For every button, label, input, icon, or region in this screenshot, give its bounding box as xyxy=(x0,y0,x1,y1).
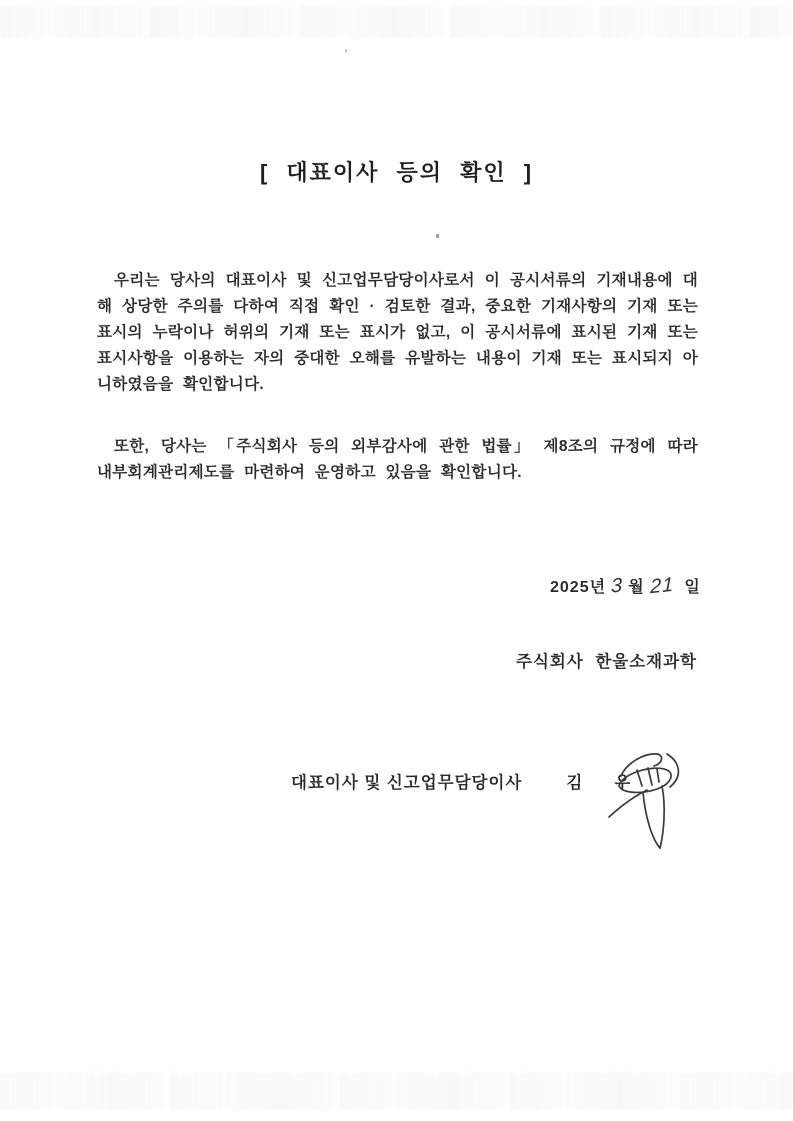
document-title: [ 대표이사 등의 확인 ] xyxy=(259,160,534,185)
signature-scrawl-icon xyxy=(607,744,703,854)
signer-role: 대표이사 및 신고업무담당이사 xyxy=(291,774,523,792)
signature-line xyxy=(291,769,631,793)
date-year: 2025년 xyxy=(550,579,607,596)
paragraph-internal-control: 또한, 당사는 「주식회사 등의 외부감사에 관한 법률」 제8조의 규정에 따라 내부회계관리제도를 마련하여 운영하고 있음을 확인합니다. xyxy=(97,438,698,481)
scan-noise-band-bottom xyxy=(0,1072,793,1110)
scan-artifact-mark: ʼ xyxy=(342,46,349,63)
date-month-handwritten: 3 xyxy=(611,574,624,598)
date-day-label: 일 xyxy=(684,579,701,596)
date-line xyxy=(550,574,701,598)
scan-artifact-dot xyxy=(436,234,439,238)
scan-noise-band-top xyxy=(0,6,793,38)
paragraph-disclosure-confirmation: 우리는 당사의 대표이사 및 신고업무담당이사로서 이 공시서류의 기재내용에 대해 상당한 주의를 다하여 직접 확인 · 검토한 결과, 중요한 기재사항의 기재 또는 표시의 누락이나 허위의 기재 또는 표시가 없고, 이 공시서류에 표시된 기재 또는 표시사항을 이용하는 자의 중대한 오해를 유발하는 내용이 기재 또는 표시되지 아니하였음을 확인합니다. xyxy=(97,272,698,393)
signer-name-last: 우 xyxy=(614,774,632,792)
date-month-label: 월 xyxy=(628,579,645,596)
signer-name-first: 김 xyxy=(566,774,584,792)
date-day-handwritten: 21 xyxy=(649,573,674,599)
company-name: 주식회사 한울소재과학 xyxy=(516,653,697,671)
